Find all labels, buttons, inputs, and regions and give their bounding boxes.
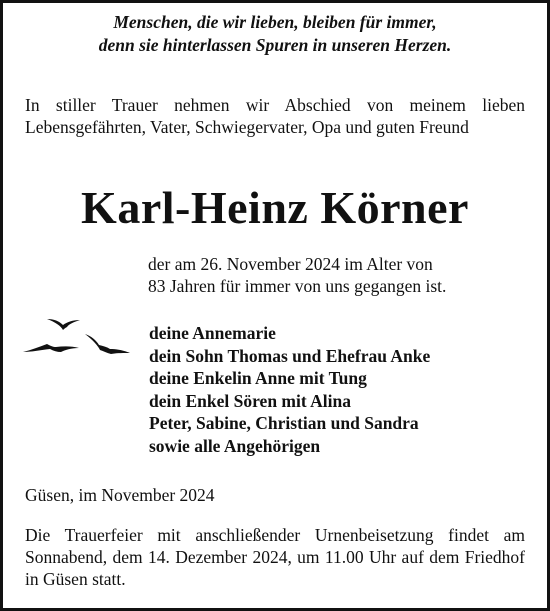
motto-line-2: denn sie hinterlassen Spuren in unseren Herzen. <box>98 35 452 55</box>
death-notice <box>148 253 446 297</box>
mourner-item: dein Sohn Thomas und Ehefrau Anke <box>149 345 431 366</box>
intro-text: In stiller Trauer nehmen wir Abschied von meinem lieben Lebensgefährten, Vater, Schwiegervater, Opa und guten Freund <box>25 95 525 137</box>
death-line-2: 83 Jahren für immer von uns gegangen ist. <box>148 276 447 296</box>
mourners-list <box>149 322 430 458</box>
mourner-item: deine Enkelin Anne mit Tung <box>149 368 367 389</box>
motto-quote <box>3 11 547 57</box>
birds-group <box>23 319 130 354</box>
flying-birds-icon <box>21 310 133 360</box>
mourner-item: Peter, Sabine, Christian und Sandra <box>149 413 419 434</box>
bird-top-icon <box>47 319 80 330</box>
mourner-item: dein Enkel Sören mit Alina <box>149 390 351 411</box>
death-line-1: der am 26. November 2024 im Alter von <box>148 254 433 274</box>
funeral-info: Die Trauerfeier mit anschließender Urnenbeisetzung findet am Sonnabend, dem 14. Dezember 2024, um 11.00 Uhr auf dem Friedhof in Güsen statt. <box>25 525 525 589</box>
bird-right-icon <box>85 334 130 354</box>
mourner-item: sowie alle Angehörigen <box>149 435 321 456</box>
mourner-item: deine Annemarie <box>149 323 276 343</box>
bird-left-icon <box>23 344 79 352</box>
motto-line-1: Menschen, die wir lieben, bleiben für immer, <box>113 12 437 32</box>
deceased-name: Karl-Heinz Körner <box>81 182 469 233</box>
place-date: Güsen, im November 2024 <box>25 485 215 505</box>
